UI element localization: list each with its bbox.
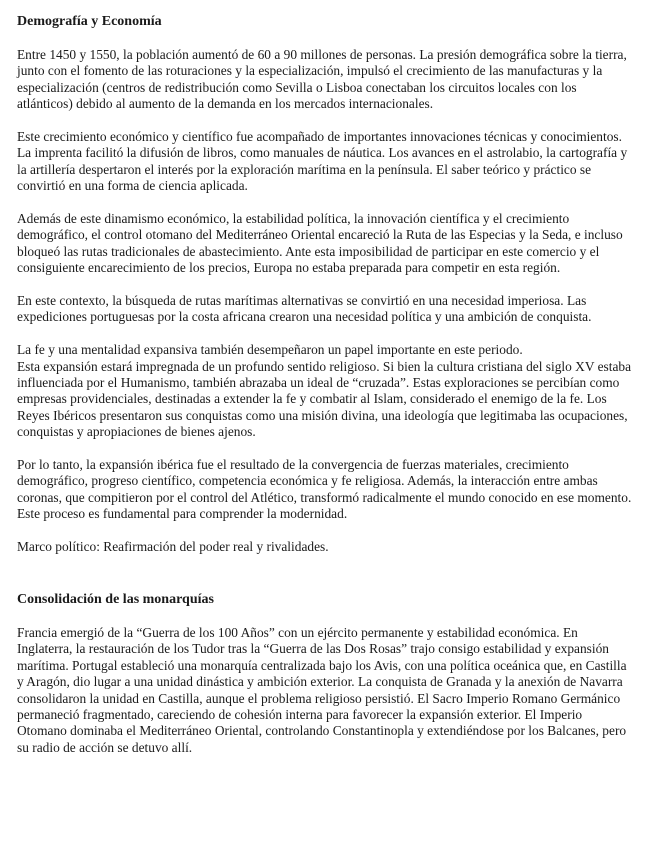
section-heading-demografia: Demografía y Economía [17,14,162,29]
paragraph-faith [17,342,632,440]
document-page [17,13,632,773]
paragraph-maritime-routes: En este contexto, la búsqueda de rutas marítimas alternativas se convirtió en una necesidad imperiosa. Las expediciones portuguesas por la costa africana crearon una necesidad política y una ambición de conquista. [17,293,592,325]
paragraph-population: Entre 1450 y 1550, la población aumentó de 60 a 90 millones de personas. La presión demográfica sobre la tierra, junto con el fomento de las roturaciones y la especialización, impulsó el crecimiento de las manufacturas y la especialización (centros de redistribución como Sevilla o Lisboa conectaban los circuitos locales con los atlánticos) debido al aumento de la demanda en los mercados internacionales. [17,47,627,112]
section-spacer [17,572,632,591]
paragraph-political-frame: Marco político: Reafirmación del poder real y rivalidades. [17,539,329,555]
faith-rest: Esta expansión estará impregnada de un profundo sentido religioso. Si bien la cultura cristiana del siglo XV estaba influenciada por el Humanismo, también abrazaba un ideal de “cruzada”. Estas exploraciones se percibían como empresas providenciales, destinadas a extender la fe y combatir al Islam, considerado el enemigo de la fe. Los Reyes Ibéricos presentaron sus conquistas como una misión divina, una ideología que legitimaba las ocupaciones, conquistas y apropiaciones de bienes ajenos. [17,358,632,440]
paragraph-ottoman-control: Además de este dinamismo económico, la estabilidad política, la innovación científica y el crecimiento demográfico, el control otomano del Mediterráneo Oriental encareció la Ruta de las Especias y la Seda, e incluso bloqueó las rutas tradicionales de abastecimiento. Ante esta imposibilidad de participar en este comercio y el consiguiente encarecimiento de los precios, Europa no estaba preparada para competir en esta región. [17,211,623,276]
paragraph-monarchies: Francia emergió de la “Guerra de los 100 Años” con un ejército permanente y estabilidad económica. En Inglaterra, la restauración de los Tudor tras la “Guerra de las Dos Rosas” trajo consigo estabilidad y expansión marítima. Portugal estableció una monarquía centralizada bajo los Avis, con una política oceánica que, en Castilla y Aragón, dio lugar a una unidad dinástica y ambición exterior. La conquista de Granada y la anexión de Navarra consolidaron la unidad en Castilla, aunque el problema religioso persistió. El Sacro Imperio Romano Germánico permaneció fragmentado, careciendo de cohesión interna para favorecer la expansión exterior. El Imperio Otomano dominaba el Mediterráneo Oriental, controlando Constantinopla y extendiéndose por los Balcanes, pero su radio de acción se detuvo allí. [17,624,627,755]
paragraph-innovation: Este crecimiento económico y científico fue acompañado de importantes innovaciones técnicas y conocimientos. La imprenta facilitó la difusión de libros, como manuales de náutica. Los avances en el astrolabio, la cartografía y la artillería despertaron el interés por la exploración marítima en la península. El saber teórico y práctico se convirtió en una forma de ciencia aplicada. [17,129,628,194]
paragraph-conclusion: Por lo tanto, la expansión ibérica fue el resultado de la convergencia de fuerzas materiales, crecimiento demográfico, progreso científico, competencia económica y fe religiosa. Además, la interacción entre ambas coronas, que compitieron por el control del Atlético, transformó radicalmente el mundo conocido en ese momento. Este proceso es fundamental para comprender la modernidad. [17,457,632,522]
faith-first-line: La fe y una mentalidad expansiva también desempeñaron un papel importante en este periodo. [17,342,523,358]
section-heading-monarquias: Consolidación de las monarquías [17,591,214,607]
